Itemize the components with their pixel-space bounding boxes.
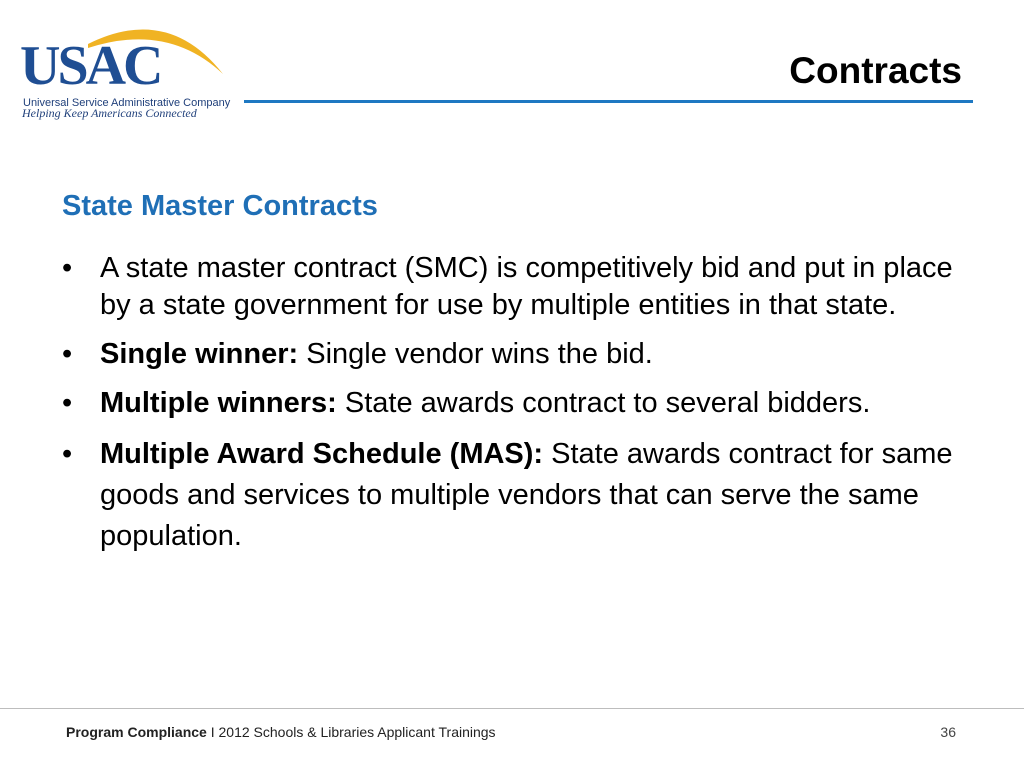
bullet-icon: •	[62, 438, 73, 470]
bullet-item	[62, 434, 962, 557]
bullet-icon: •	[62, 252, 73, 284]
bullet-item	[62, 336, 962, 373]
logo-tagline: Helping Keep Americans Connected	[22, 106, 197, 120]
footer-training: 2012 Schools & Libraries Applicant Trainings	[218, 724, 496, 740]
bullet-text: A state master contract (SMC) is competitively bid and put in place by a state government for use by multiple entities in that state.	[100, 252, 953, 321]
title-divider	[244, 100, 973, 103]
logo-wordmark: USAC	[20, 35, 161, 97]
footer-program: Program Compliance	[66, 724, 207, 740]
bullet-list	[62, 250, 962, 569]
slide-title: Contracts	[789, 50, 962, 91]
footer-divider	[0, 708, 1024, 709]
page-number: 36	[940, 724, 956, 740]
bullet-bold: Single winner:	[100, 338, 299, 370]
bullet-item	[62, 250, 962, 324]
footer-text	[66, 724, 496, 740]
bullet-text: State awards contract for same goods and services to multiple vendors that can serve the same population.	[100, 438, 953, 552]
bullet-icon: •	[62, 387, 73, 419]
footer-separator: I	[206, 724, 219, 740]
section-heading: State Master Contracts	[62, 190, 378, 222]
bullet-bold: Multiple Award Schedule (MAS):	[100, 438, 544, 470]
bullet-item	[62, 385, 962, 422]
bullet-icon: •	[62, 338, 73, 370]
bullet-text: Single vendor wins the bid.	[298, 338, 653, 370]
bullet-text: State awards contract to several bidders.	[336, 387, 871, 419]
bullet-bold: Multiple winners:	[100, 387, 337, 419]
logo-subtitle: Universal Service Administrative Company	[23, 97, 231, 109]
